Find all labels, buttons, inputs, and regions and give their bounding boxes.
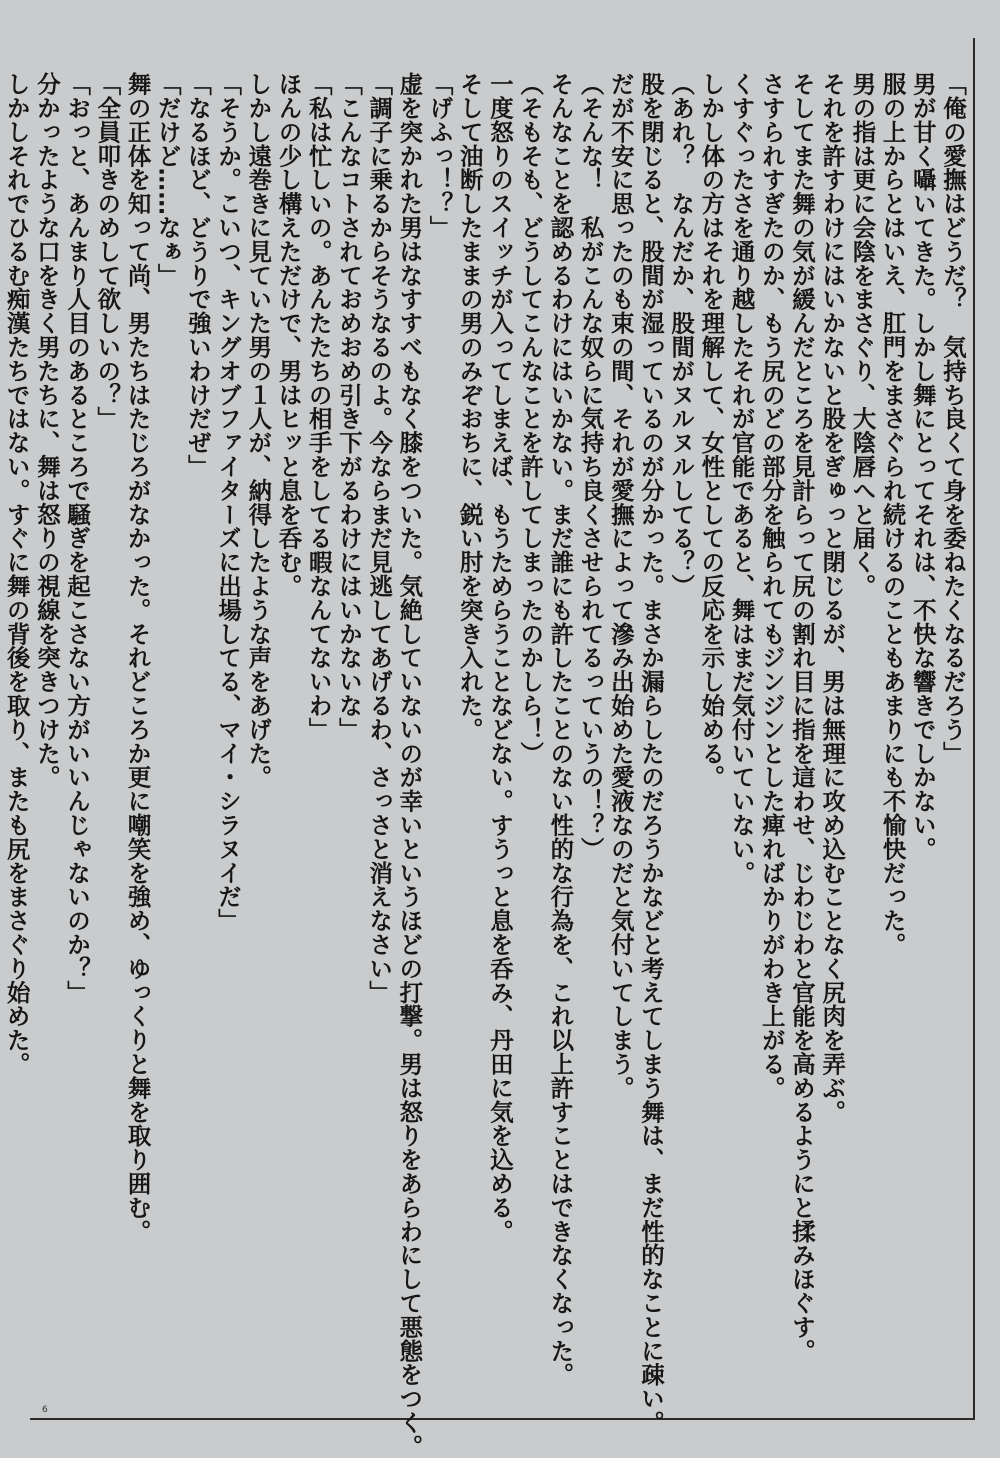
- text-line: 分かったような口をきく男たちに、舞は怒りの視線を突きつけた。: [32, 72, 61, 789]
- text-line: そして油断したままの男のみぞおちに、鋭い肘を突き入れた。: [455, 72, 484, 742]
- text-line: そしてまた舞の気が緩んだところを見計らって尻の割れ目に指を這わせ、じわじわと官能を高めるようにと揉みほぐす。: [787, 72, 816, 1363]
- text-line: 男が甘く囁いてきた。しかし舞にとってそれは、不快な響きでしかない。: [908, 72, 937, 861]
- text-line: 虚を突かれた男はなすすべもなく膝をついた。気絶していないのが幸いというほどの打撃。男は怒りをあらわにして悪態をつく。: [395, 72, 424, 1458]
- text-line: 「おっと、あんまり人目のあるところで騒ぎを起こさない方がいいんじゃないのか？」: [63, 72, 92, 1005]
- text-line: 「だけど……なぁ」: [153, 72, 182, 288]
- text-line: 「調子に乗るからそうなるのよ。今ならまだ見逃してあげるわ、さっさと消えなさい」: [365, 72, 394, 1005]
- text-line: くすぐったさを通り越したそれが官能であると、舞はまだ気付いていない。: [727, 72, 756, 885]
- text-line: 「なるほど、どうりで強いわけだぜ」: [183, 72, 212, 479]
- text-line: それを許すわけにはいかないと股をぎゅっと閉じるが、男は無理に攻め込むことなく尻肉を弄ぶ。: [818, 72, 847, 1124]
- text-line: だが不安に思ったのも束の間、それが愛撫によって滲み出始めた愛液なのだと気付いてしまう。: [606, 72, 635, 1100]
- text-line: （そんな！ 私がこんな奴らに気持ち良くさせられてるっていうの！？）: [576, 72, 605, 861]
- text-line: しかし遠巻きに見ていた男の１人が、納得したような声をあげた。: [244, 72, 273, 789]
- body-text: [2, 72, 969, 1458]
- text-line: （あれ？ なんだか、股間がヌルヌルしてる？）: [667, 72, 696, 598]
- text-line: 「全員叩きのめして欲しいの？」: [93, 72, 122, 431]
- text-line: 服の上からとはいえ、肛門をまさぐられ続けるのこともあまりにも不愉快だった。: [878, 72, 907, 957]
- text-line: 一度怒りのスイッチが入ってしまえば、もうためらうことなどない。すうっと息を呑み、丹田に気を込める。: [485, 72, 514, 1244]
- text-line: 「私は忙しいの。あんたたちの相手をしてる暇なんてないわ」: [304, 72, 333, 742]
- text-line: ほんの少し構えただけで、男はヒッと息を呑む。: [274, 72, 303, 598]
- text-line: 「そうか。こいつ、キングオブファイターズに出場してる、マイ・シラヌイだ」: [214, 72, 243, 933]
- text-line: 「げふっ！？」: [425, 72, 454, 240]
- text-line: 舞の正体を知って尚、男たちはたじろがなかった。それどころか更に嘲笑を強め、ゆっくりと舞を取り囲む。: [123, 72, 152, 1244]
- text-line: （そもそも、どうしてこんなことを許してしまったのかしら！）: [516, 72, 545, 766]
- text-line: 股を閉じると、股間が湿っているのが分かった。まさか漏らしたのだろうかなどと考えてしまう舞は、まだ性的なことに疎い。: [636, 72, 665, 1435]
- text-line: そんなことを認めるわけにはいかない。まだ誰にも許したことのない性的な行為を、これ以上許すことはできなくなった。: [546, 72, 575, 1387]
- text-line: 「俺の愛撫はどうだ？ 気持ち良くて身を委ねたくなるだろう」: [939, 72, 967, 766]
- text-line: さすられすぎたのか、もう尻のどの部分を触られてもジンジンとした痺ればかりがわき上がる。: [757, 72, 786, 1100]
- text-line: しかしそれでひるむ痴漢たちではない。すぐに舞の背後を取り、またも尻をまさぐり始めた。: [2, 72, 31, 1076]
- text-line: しかし体の方はそれを理解して、女性としての反応を示し始める。: [697, 72, 726, 789]
- page-number: 6: [42, 1405, 48, 1415]
- text-line: 男の指は更に会陰をまさぐり、大陰唇へと届く。: [848, 72, 877, 598]
- text-line: 「こんなコトされておめおめ引き下がるわけにはいかないな」: [334, 72, 363, 742]
